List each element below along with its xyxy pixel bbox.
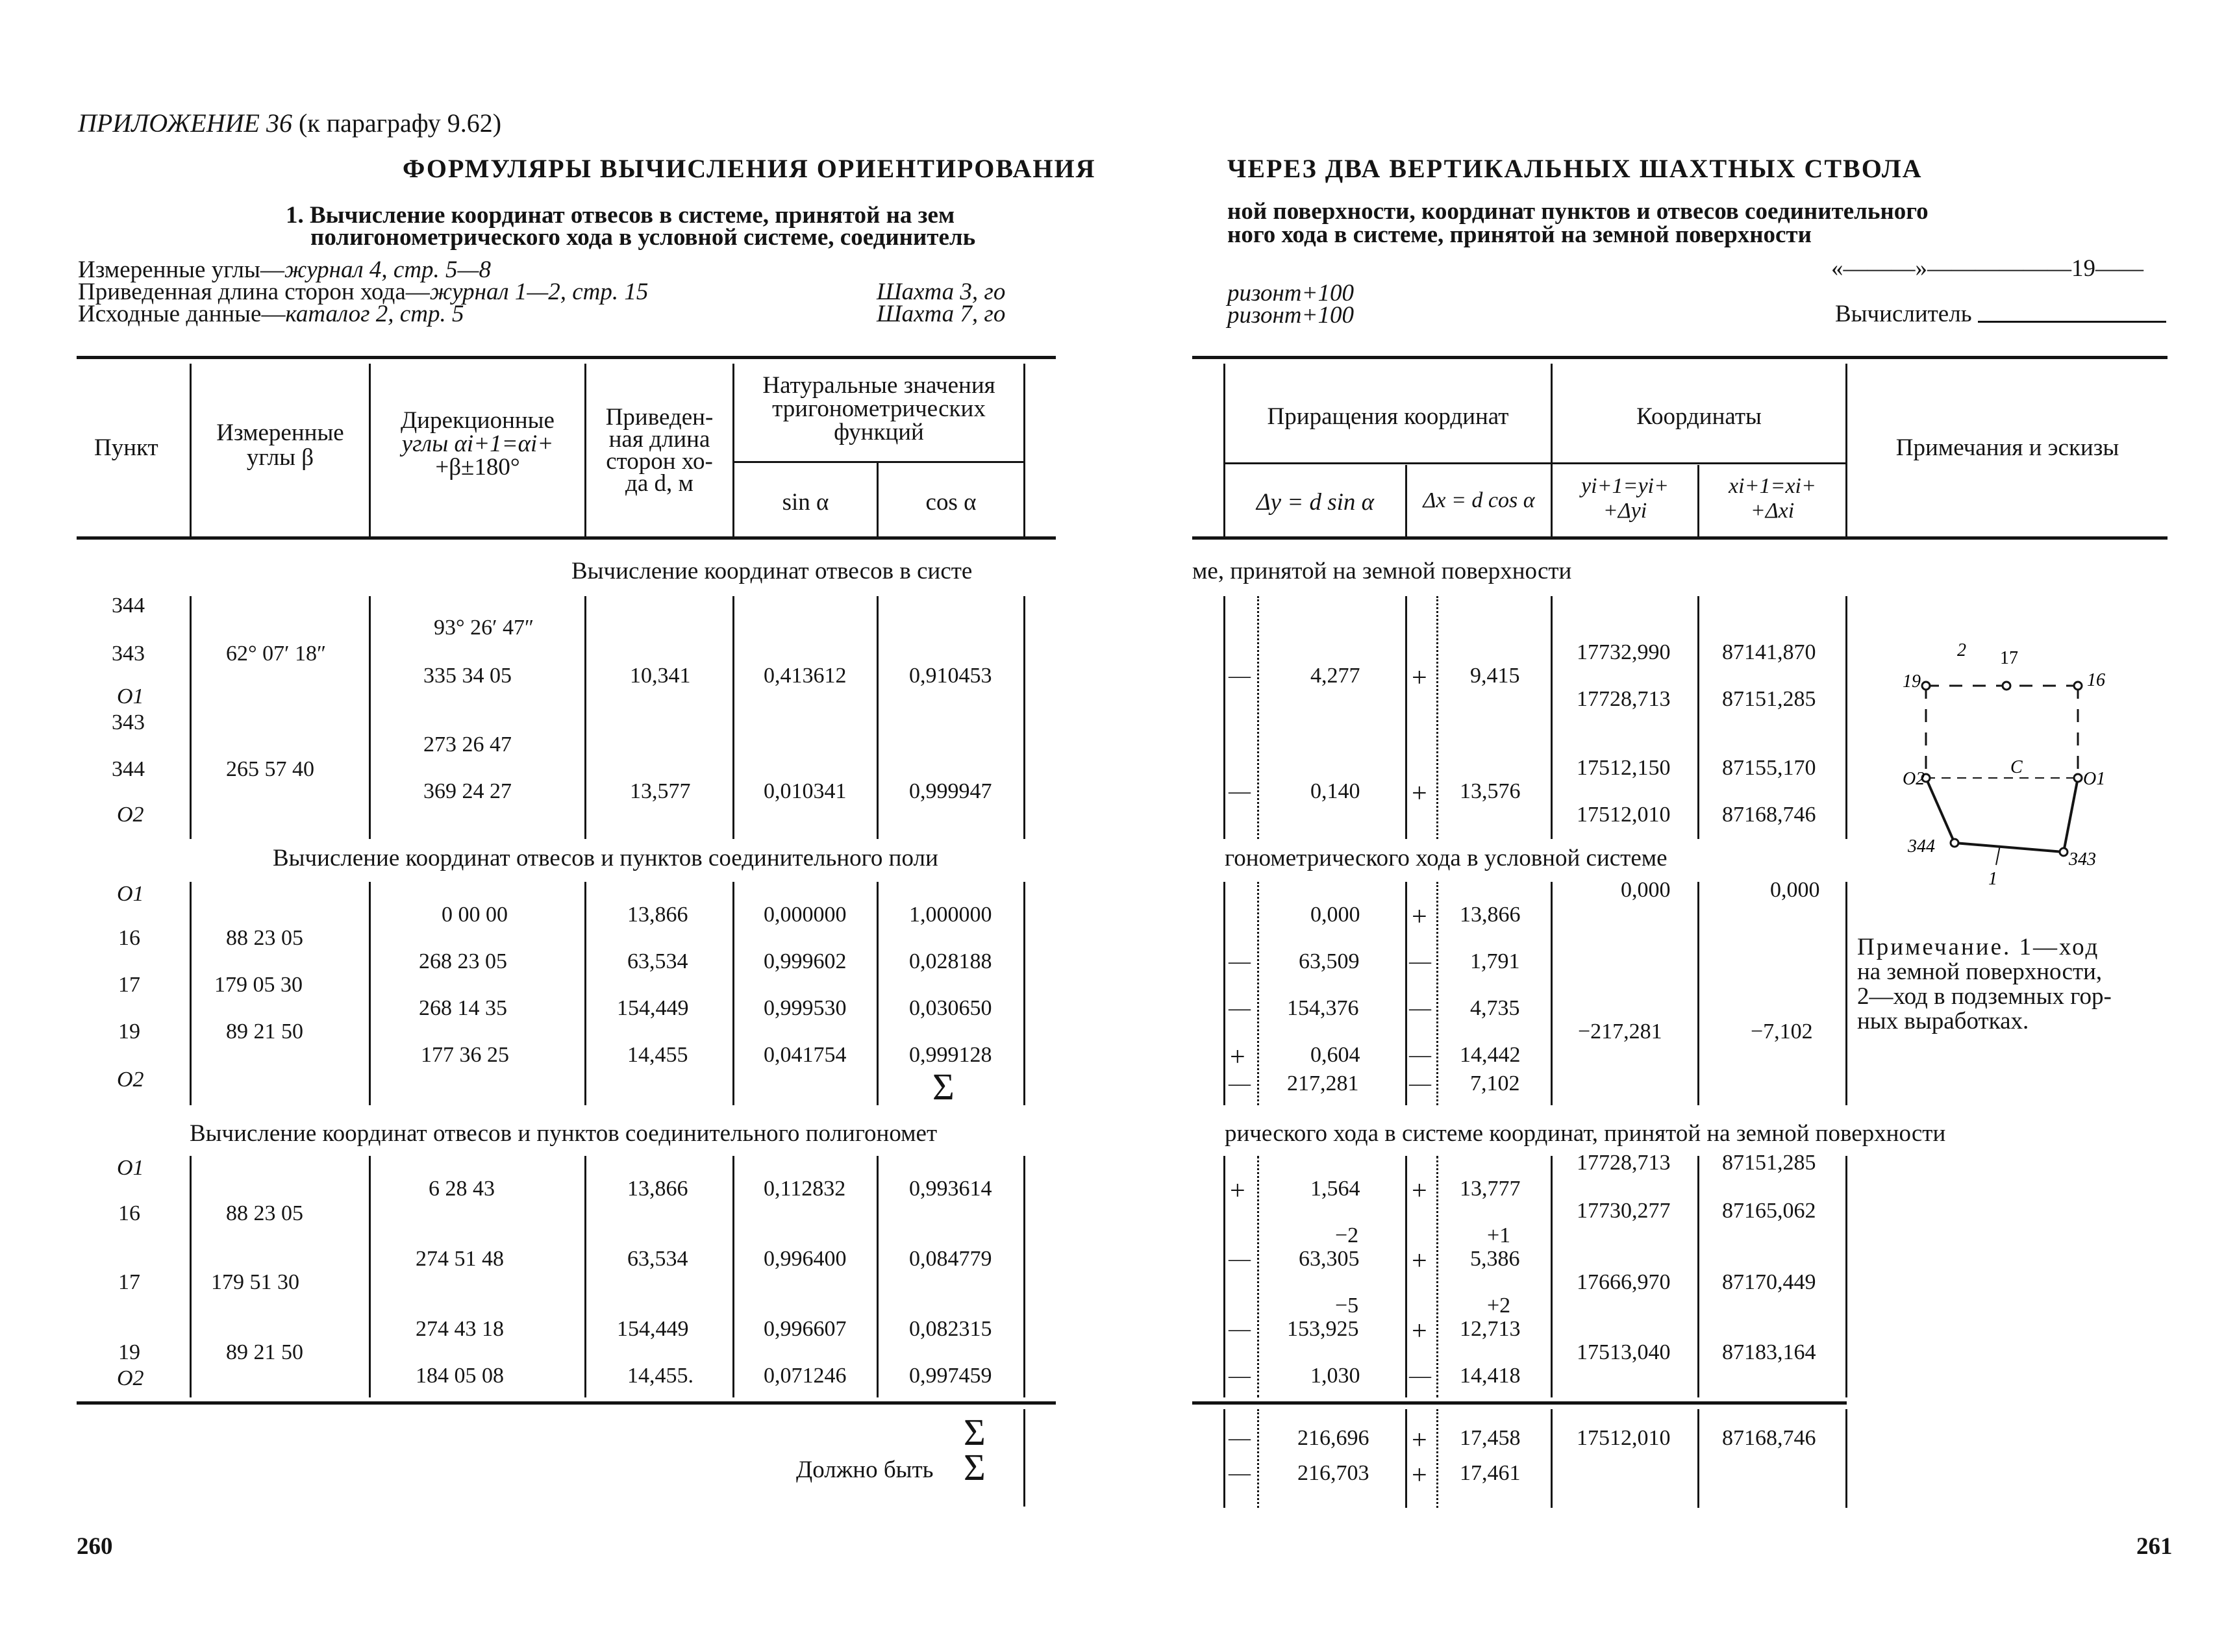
point-label: 344	[112, 757, 145, 781]
dx-value: 1,791	[1470, 949, 1520, 973]
dotted-sign-line	[1257, 1409, 1259, 1508]
col-line	[190, 596, 192, 839]
header-line: углы β	[246, 444, 314, 471]
col-line	[877, 882, 879, 1105]
col-line	[584, 596, 586, 839]
header-line: функций	[834, 419, 924, 445]
cos-value: 0,910453	[909, 664, 992, 688]
cos-value: 0,082315	[909, 1317, 992, 1341]
horizon-1: ризонт+100	[1227, 280, 1354, 307]
sign-plus: +	[1412, 1246, 1427, 1276]
col-line	[190, 1156, 192, 1397]
header-notes: Примечания и эскизы	[1895, 434, 2119, 461]
col-line	[1223, 1156, 1225, 1397]
col-line	[1223, 596, 1225, 839]
sketch-label-343: 343	[2069, 849, 2096, 870]
dx-value: 14,442	[1460, 1043, 1521, 1067]
expected-dx: 17,461	[1460, 1461, 1521, 1485]
col-line	[1551, 1156, 1553, 1397]
surface-route-right	[2064, 778, 2078, 852]
surface-route-left	[1926, 778, 1955, 843]
col-line	[1223, 882, 1225, 1105]
header-dx: Δx = d cos α	[1423, 488, 1535, 512]
orientation-sketch	[1903, 636, 2149, 896]
angle-value: 265 57 40	[226, 757, 314, 781]
sign-plus: +	[1412, 663, 1427, 693]
page-number-left: 260	[77, 1533, 113, 1560]
dy-value: 63,509	[1299, 949, 1360, 973]
sign-minus: —	[1409, 1043, 1431, 1067]
direction-value: 268 14 35	[419, 996, 507, 1020]
header-x	[1699, 474, 1845, 523]
sign-minus: —	[1229, 779, 1251, 803]
sign-plus: +	[1412, 1316, 1427, 1346]
dx-value: 12,713	[1460, 1317, 1521, 1341]
dy-value: 0,604	[1310, 1043, 1360, 1067]
dx-value: 4,735	[1470, 996, 1520, 1020]
sketch-label-344: 344	[1908, 836, 1935, 857]
dy-value: 0,000	[1310, 903, 1360, 927]
dx-correction: +2	[1487, 1294, 1511, 1318]
col-line	[369, 882, 371, 1105]
x-coordinate: 87183,164	[1722, 1340, 1816, 1364]
col-line	[1023, 1409, 1025, 1507]
dotted-sign-line	[1436, 596, 1438, 839]
length-value: 154,449	[617, 996, 689, 1020]
sign-plus: +	[1412, 779, 1427, 808]
col-line	[1405, 596, 1407, 839]
x-coordinate: 87165,062	[1722, 1199, 1816, 1223]
sketch-leader-1	[1996, 845, 2000, 865]
angle-value: 88 23 05	[226, 926, 303, 950]
sketch-label-2: 2	[1957, 640, 1966, 660]
col-line	[1551, 1409, 1553, 1508]
horizon-2: ризонт+100	[1227, 302, 1354, 329]
point-343-marker	[2060, 848, 2068, 856]
angle-value: 62° 07′ 18″	[226, 642, 327, 666]
main-title-right: ЧЕРЕЗ ДВА ВЕРТИКАЛЬНЫХ ШАХТНЫХ СТВОЛА	[1227, 154, 1923, 183]
y-coordinate: −217,281	[1578, 1020, 1662, 1044]
angle-value: 88 23 05	[226, 1201, 303, 1225]
point-label: 343	[112, 710, 145, 734]
sketch-label-o1: O1	[2083, 769, 2106, 789]
direction-value: 177 36 25	[421, 1043, 509, 1067]
dy-correction: −5	[1335, 1294, 1359, 1318]
x-coordinate: 87151,285	[1722, 687, 1816, 711]
length-value: 14,455	[627, 1043, 688, 1067]
incr-subheader-rule	[1225, 462, 1847, 464]
col-line	[1023, 596, 1025, 839]
x-coordinate: 0,000	[1770, 878, 1820, 902]
dy-correction: −2	[1335, 1223, 1359, 1247]
appendix-ref: (к параграфу 9.62)	[298, 108, 502, 138]
calculator-underline	[1978, 321, 2166, 323]
point-17-marker	[2003, 682, 2010, 690]
header-line: ная длина	[608, 426, 710, 453]
y-coordinate: 17728,713	[1577, 687, 1671, 711]
dy-value: 1,030	[1310, 1364, 1360, 1388]
col-line	[1405, 882, 1407, 1105]
table-top-rule-right	[1192, 356, 2168, 359]
col-line	[877, 1156, 879, 1397]
point-label: O2	[117, 1068, 144, 1092]
dotted-sign-line	[1436, 882, 1438, 1105]
sign-minus: —	[1229, 664, 1251, 688]
angle-value: 89 21 50	[226, 1340, 303, 1364]
appendix-heading	[78, 108, 501, 138]
sin-value: 0,996607	[764, 1317, 847, 1341]
section-1-title-right: ме, принятой на земной поверхности	[1192, 558, 1572, 584]
meta-source-data	[78, 300, 464, 328]
should-be-label: Должно быть	[796, 1457, 934, 1483]
meta-label: Измеренные углы—	[78, 257, 284, 283]
col-line	[584, 882, 586, 1105]
sketch-label-c: C	[2010, 757, 2023, 777]
angle-value: 89 21 50	[226, 1020, 303, 1044]
sum-dy: 216,696	[1297, 1426, 1369, 1450]
angle-value: 179 05 30	[214, 973, 303, 997]
header-line: +Δxi	[1750, 499, 1795, 523]
x-coordinate: 87168,746	[1722, 1426, 1816, 1450]
sign-plus: +	[1230, 1176, 1245, 1206]
col-line	[732, 596, 734, 839]
sign-minus: —	[1229, 949, 1251, 973]
note-line: на земной поверхности,	[1857, 958, 2103, 985]
header-punkt: Пункт	[94, 434, 158, 461]
section-3-title-right: рического хода в системе координат, принятой на земной поверхности	[1225, 1120, 1946, 1147]
dx-value: 5,386	[1470, 1247, 1520, 1271]
col-line	[1223, 1409, 1225, 1508]
point-label: 17	[118, 1270, 140, 1294]
header-line: сторон хо-	[606, 448, 713, 475]
y-coordinate: 17728,713	[1577, 1151, 1671, 1175]
col-line	[1405, 1156, 1407, 1397]
col-line	[1697, 596, 1699, 839]
dotted-sign-line	[1436, 1409, 1438, 1508]
header-line: Измеренные	[216, 419, 344, 446]
sign-minus: —	[1229, 1364, 1251, 1388]
sin-value: 0,999602	[764, 949, 847, 973]
x-coordinate: 87141,870	[1722, 640, 1816, 664]
col-line	[1697, 882, 1699, 1105]
point-label: O1	[117, 882, 144, 906]
length-value: 13,577	[630, 779, 691, 803]
y-coordinate: 17730,277	[1577, 1199, 1671, 1223]
appendix-title: ПРИЛОЖЕНИЕ 36	[78, 108, 292, 138]
length-value: 63,534	[627, 949, 688, 973]
y-coordinate: 17512,150	[1577, 756, 1671, 780]
point-label: 344	[112, 594, 145, 618]
y-coordinate: 17513,040	[1577, 1340, 1671, 1364]
meta-value: журнал 4, стр. 5—8	[284, 257, 491, 283]
y-coordinate: 0,000	[1621, 878, 1671, 902]
direction-value: 369 24 27	[423, 779, 512, 803]
sketch-label-19: 19	[1903, 671, 1921, 692]
point-label: 343	[112, 642, 145, 666]
header-angles	[192, 421, 369, 470]
header-line: yi+1=yi+	[1581, 474, 1669, 498]
sum-sigma: Σ	[932, 1066, 955, 1108]
header-coordinates: Координаты	[1636, 403, 1762, 430]
direction-value: 335 34 05	[423, 664, 512, 688]
dx-value: 13,576	[1460, 779, 1521, 803]
meta-shaft-3: Шахта 3, го	[877, 279, 1006, 305]
direction-value: 6 28 43	[429, 1177, 495, 1201]
meta-label: Исходные данные—	[78, 301, 286, 327]
point-label: O2	[117, 1366, 144, 1390]
col-line	[1845, 1409, 1847, 1508]
cos-value: 0,030650	[909, 996, 992, 1020]
subtitle-right-2: ного хода в системе, принятой на земной поверхности	[1227, 221, 1812, 248]
col-line	[190, 882, 192, 1105]
sign-minus: —	[1409, 996, 1431, 1020]
main-title-left: ФОРМУЛЯРЫ ВЫЧИСЛЕНИЯ ОРИЕНТИРОВАНИЯ	[403, 154, 1096, 183]
table-header-rule-right	[1192, 536, 2168, 540]
dy-value: 4,277	[1310, 664, 1360, 688]
x-coordinate: 87170,449	[1722, 1270, 1816, 1294]
y-coordinate: 17666,970	[1577, 1270, 1671, 1294]
note-text	[1857, 935, 2112, 1034]
sign-minus: —	[1229, 1426, 1251, 1450]
header-line: тригонометрических	[772, 395, 986, 422]
col-line	[877, 596, 879, 839]
sign-minus: —	[1229, 996, 1251, 1020]
header-cos: cos α	[925, 489, 977, 516]
sketch-label-16: 16	[2087, 670, 2105, 690]
expected-dy: 216,703	[1297, 1461, 1369, 1485]
col-line	[1697, 1409, 1699, 1508]
direction-value: 274 51 48	[416, 1247, 504, 1271]
section-2-title-right: гонометрического хода в условной системе	[1225, 845, 1668, 871]
header-increments: Приращения координат	[1267, 403, 1509, 430]
length-value: 13,866	[627, 903, 688, 927]
sin-value: 0,996400	[764, 1247, 847, 1271]
col-line	[584, 1156, 586, 1397]
header-line: да d, м	[625, 470, 693, 497]
col-line	[1405, 1409, 1407, 1508]
header-length	[586, 404, 732, 497]
table-bottom-rule	[77, 1401, 1056, 1405]
table-bottom-rule-right	[1192, 1401, 1847, 1405]
x-coordinate: 87151,285	[1722, 1151, 1816, 1175]
meta-label: Приведенная длина сторон хода—	[78, 279, 430, 305]
dx-value: 7,102	[1470, 1071, 1520, 1095]
col-line	[369, 596, 371, 839]
header-y	[1553, 474, 1697, 523]
subtitle-right-1: ной поверхности, координат пунктов и отвесов соединительного	[1227, 198, 1929, 225]
cos-value: 0,084779	[909, 1247, 992, 1271]
length-value: 154,449	[617, 1317, 689, 1341]
col-line	[1845, 1156, 1847, 1397]
dotted-sign-line	[1436, 1156, 1438, 1397]
sign-plus: +	[1412, 1425, 1427, 1455]
cos-value: 0,993614	[909, 1177, 992, 1201]
length-value: 13,866	[627, 1177, 688, 1201]
dotted-sign-line	[1257, 596, 1259, 839]
header-line: углы αi+1=αi+	[401, 431, 554, 457]
point-label: 16	[118, 926, 140, 950]
direction-value: 274 43 18	[416, 1317, 504, 1341]
cos-value: 1,000000	[909, 903, 992, 927]
col-line	[1023, 364, 1025, 536]
sign-minus: —	[1229, 1317, 1251, 1341]
sign-minus: —	[1409, 1071, 1431, 1095]
expected-sigma: Σ	[964, 1446, 986, 1488]
point-o1-marker	[2074, 774, 2082, 782]
header-line: Натуральные значения	[762, 372, 995, 399]
header-line: Приведен-	[605, 404, 714, 431]
col-line	[1551, 882, 1553, 1105]
sketch-label-o2: O2	[1903, 769, 1925, 789]
sin-value: 0,041754	[764, 1043, 847, 1067]
subtitle-left-1: 1. Вычисление координат отвесов в системе, принятой на зем	[286, 202, 955, 229]
col-line	[1697, 1156, 1699, 1397]
dotted-sign-line	[1257, 882, 1259, 1105]
section-3-title-left: Вычисление координат отвесов и пунктов соединительного полигономет	[190, 1120, 938, 1147]
meta-value: каталог 2, стр. 5	[285, 301, 464, 327]
cos-value: 0,999947	[909, 779, 992, 803]
length-value: 14,455.	[627, 1364, 693, 1388]
sign-minus: —	[1229, 1247, 1251, 1271]
direction-value: 268 23 05	[419, 949, 507, 973]
dx-value: 13,866	[1460, 903, 1521, 927]
dx-value: 13,777	[1460, 1177, 1521, 1201]
y-coordinate: 17512,010	[1577, 1426, 1671, 1450]
length-value: 63,534	[627, 1247, 688, 1271]
table-top-rule	[77, 356, 1056, 359]
sign-plus: +	[1412, 1460, 1427, 1490]
col-line	[732, 1156, 734, 1397]
note-line: ных выработках.	[1857, 1008, 2029, 1034]
sign-plus: +	[1412, 902, 1427, 932]
col-line	[1023, 882, 1025, 1105]
cos-value: 0,997459	[909, 1364, 992, 1388]
table-header-rule	[77, 536, 1056, 540]
date-line: «———»——————19——	[1831, 255, 2143, 282]
point-16-marker	[2074, 682, 2082, 690]
dotted-sign-line	[1257, 1156, 1259, 1397]
header-line: +Δyi	[1603, 499, 1647, 523]
col-line	[1551, 596, 1553, 839]
y-coordinate: 17732,990	[1577, 640, 1671, 664]
dy-value: 153,925	[1287, 1317, 1359, 1341]
sin-value: 0,413612	[764, 664, 847, 688]
dx-value: 9,415	[1470, 664, 1520, 688]
page-number-right: 261	[2136, 1533, 2173, 1560]
x-coordinate: 87155,170	[1722, 756, 1816, 780]
note-line: Примечание. 1—ход	[1857, 934, 2100, 960]
direction-value: 0 00 00	[442, 903, 508, 927]
col-line	[1845, 882, 1847, 1105]
point-label: O1	[117, 684, 144, 708]
surface-route-bottom	[1955, 843, 2064, 852]
cos-value: 0,999128	[909, 1043, 992, 1067]
header-line: +β±180°	[435, 454, 520, 481]
note-line: 2—ход в подземных гор-	[1857, 983, 2112, 1010]
col-line	[732, 882, 734, 1105]
sin-value: 0,010341	[764, 779, 847, 803]
col-line	[1845, 596, 1847, 839]
header-line: Дирекционные	[401, 407, 555, 434]
meta-shaft-7: Шахта 7, го	[877, 301, 1006, 327]
direction-value: 273 26 47	[423, 732, 512, 757]
section-2-title-left: Вычисление координат отвесов и пунктов соединительного поли	[273, 845, 938, 871]
point-label: O1	[117, 1156, 144, 1180]
x-coordinate: −7,102	[1751, 1020, 1813, 1044]
dy-value: 1,564	[1310, 1177, 1360, 1201]
angle-value: 179 51 30	[211, 1270, 299, 1294]
sin-value: 0,000000	[764, 903, 847, 927]
dy-value: 154,376	[1287, 996, 1359, 1020]
sign-plus: +	[1412, 1176, 1427, 1206]
y-coordinate: 17512,010	[1577, 803, 1671, 827]
header-natural	[734, 374, 1023, 444]
sum-dx: 17,458	[1460, 1426, 1521, 1450]
sign-minus: —	[1229, 1071, 1251, 1095]
sin-value: 0,112832	[764, 1177, 846, 1201]
point-label: 19	[118, 1020, 140, 1044]
sign-plus: +	[1230, 1042, 1245, 1072]
section-1-title-left: Вычисление координат отвесов в систе	[571, 558, 973, 584]
point-label: 17	[118, 973, 140, 997]
header-directions	[371, 409, 584, 479]
header-dy: Δy = d sin α	[1256, 489, 1375, 516]
dy-value: 63,305	[1299, 1247, 1360, 1271]
col-line	[1023, 1156, 1025, 1397]
sketch-label-17: 17	[2000, 648, 2018, 668]
length-value: 10,341	[630, 664, 691, 688]
dx-correction: +1	[1487, 1223, 1511, 1247]
point-19-marker	[1922, 682, 1930, 690]
dx-value: 14,418	[1460, 1364, 1521, 1388]
sum-sigma: Σ	[964, 1411, 986, 1453]
meta-value: журнал 1—2, стр. 15	[429, 279, 649, 305]
subtitle-left-2: полигонометрического хода в условной системе, соединитель	[310, 224, 976, 251]
dy-value: 0,140	[1310, 779, 1360, 803]
sin-value: 0,071246	[764, 1364, 847, 1388]
calculator-label: Вычислитель	[1835, 301, 1972, 327]
sin-value: 0,999530	[764, 996, 847, 1020]
direction-value: 184 05 08	[416, 1364, 504, 1388]
col-line	[369, 1156, 371, 1397]
dy-value: 217,281	[1287, 1071, 1359, 1095]
sign-minus: —	[1229, 1461, 1251, 1485]
header-sin: sin α	[782, 489, 829, 516]
header-line: xi+1=xi+	[1729, 474, 1816, 498]
x-coordinate: 87168,746	[1722, 803, 1816, 827]
point-label: O2	[117, 803, 144, 827]
cos-value: 0,028188	[909, 949, 992, 973]
sign-minus: —	[1409, 1364, 1431, 1388]
point-label: 16	[118, 1201, 140, 1225]
point-344-marker	[1951, 839, 1958, 847]
point-label: 19	[118, 1340, 140, 1364]
sketch-label-1: 1	[1988, 869, 1997, 889]
sign-minus: —	[1409, 949, 1431, 973]
direction-value: 93° 26′ 47″	[434, 616, 534, 640]
